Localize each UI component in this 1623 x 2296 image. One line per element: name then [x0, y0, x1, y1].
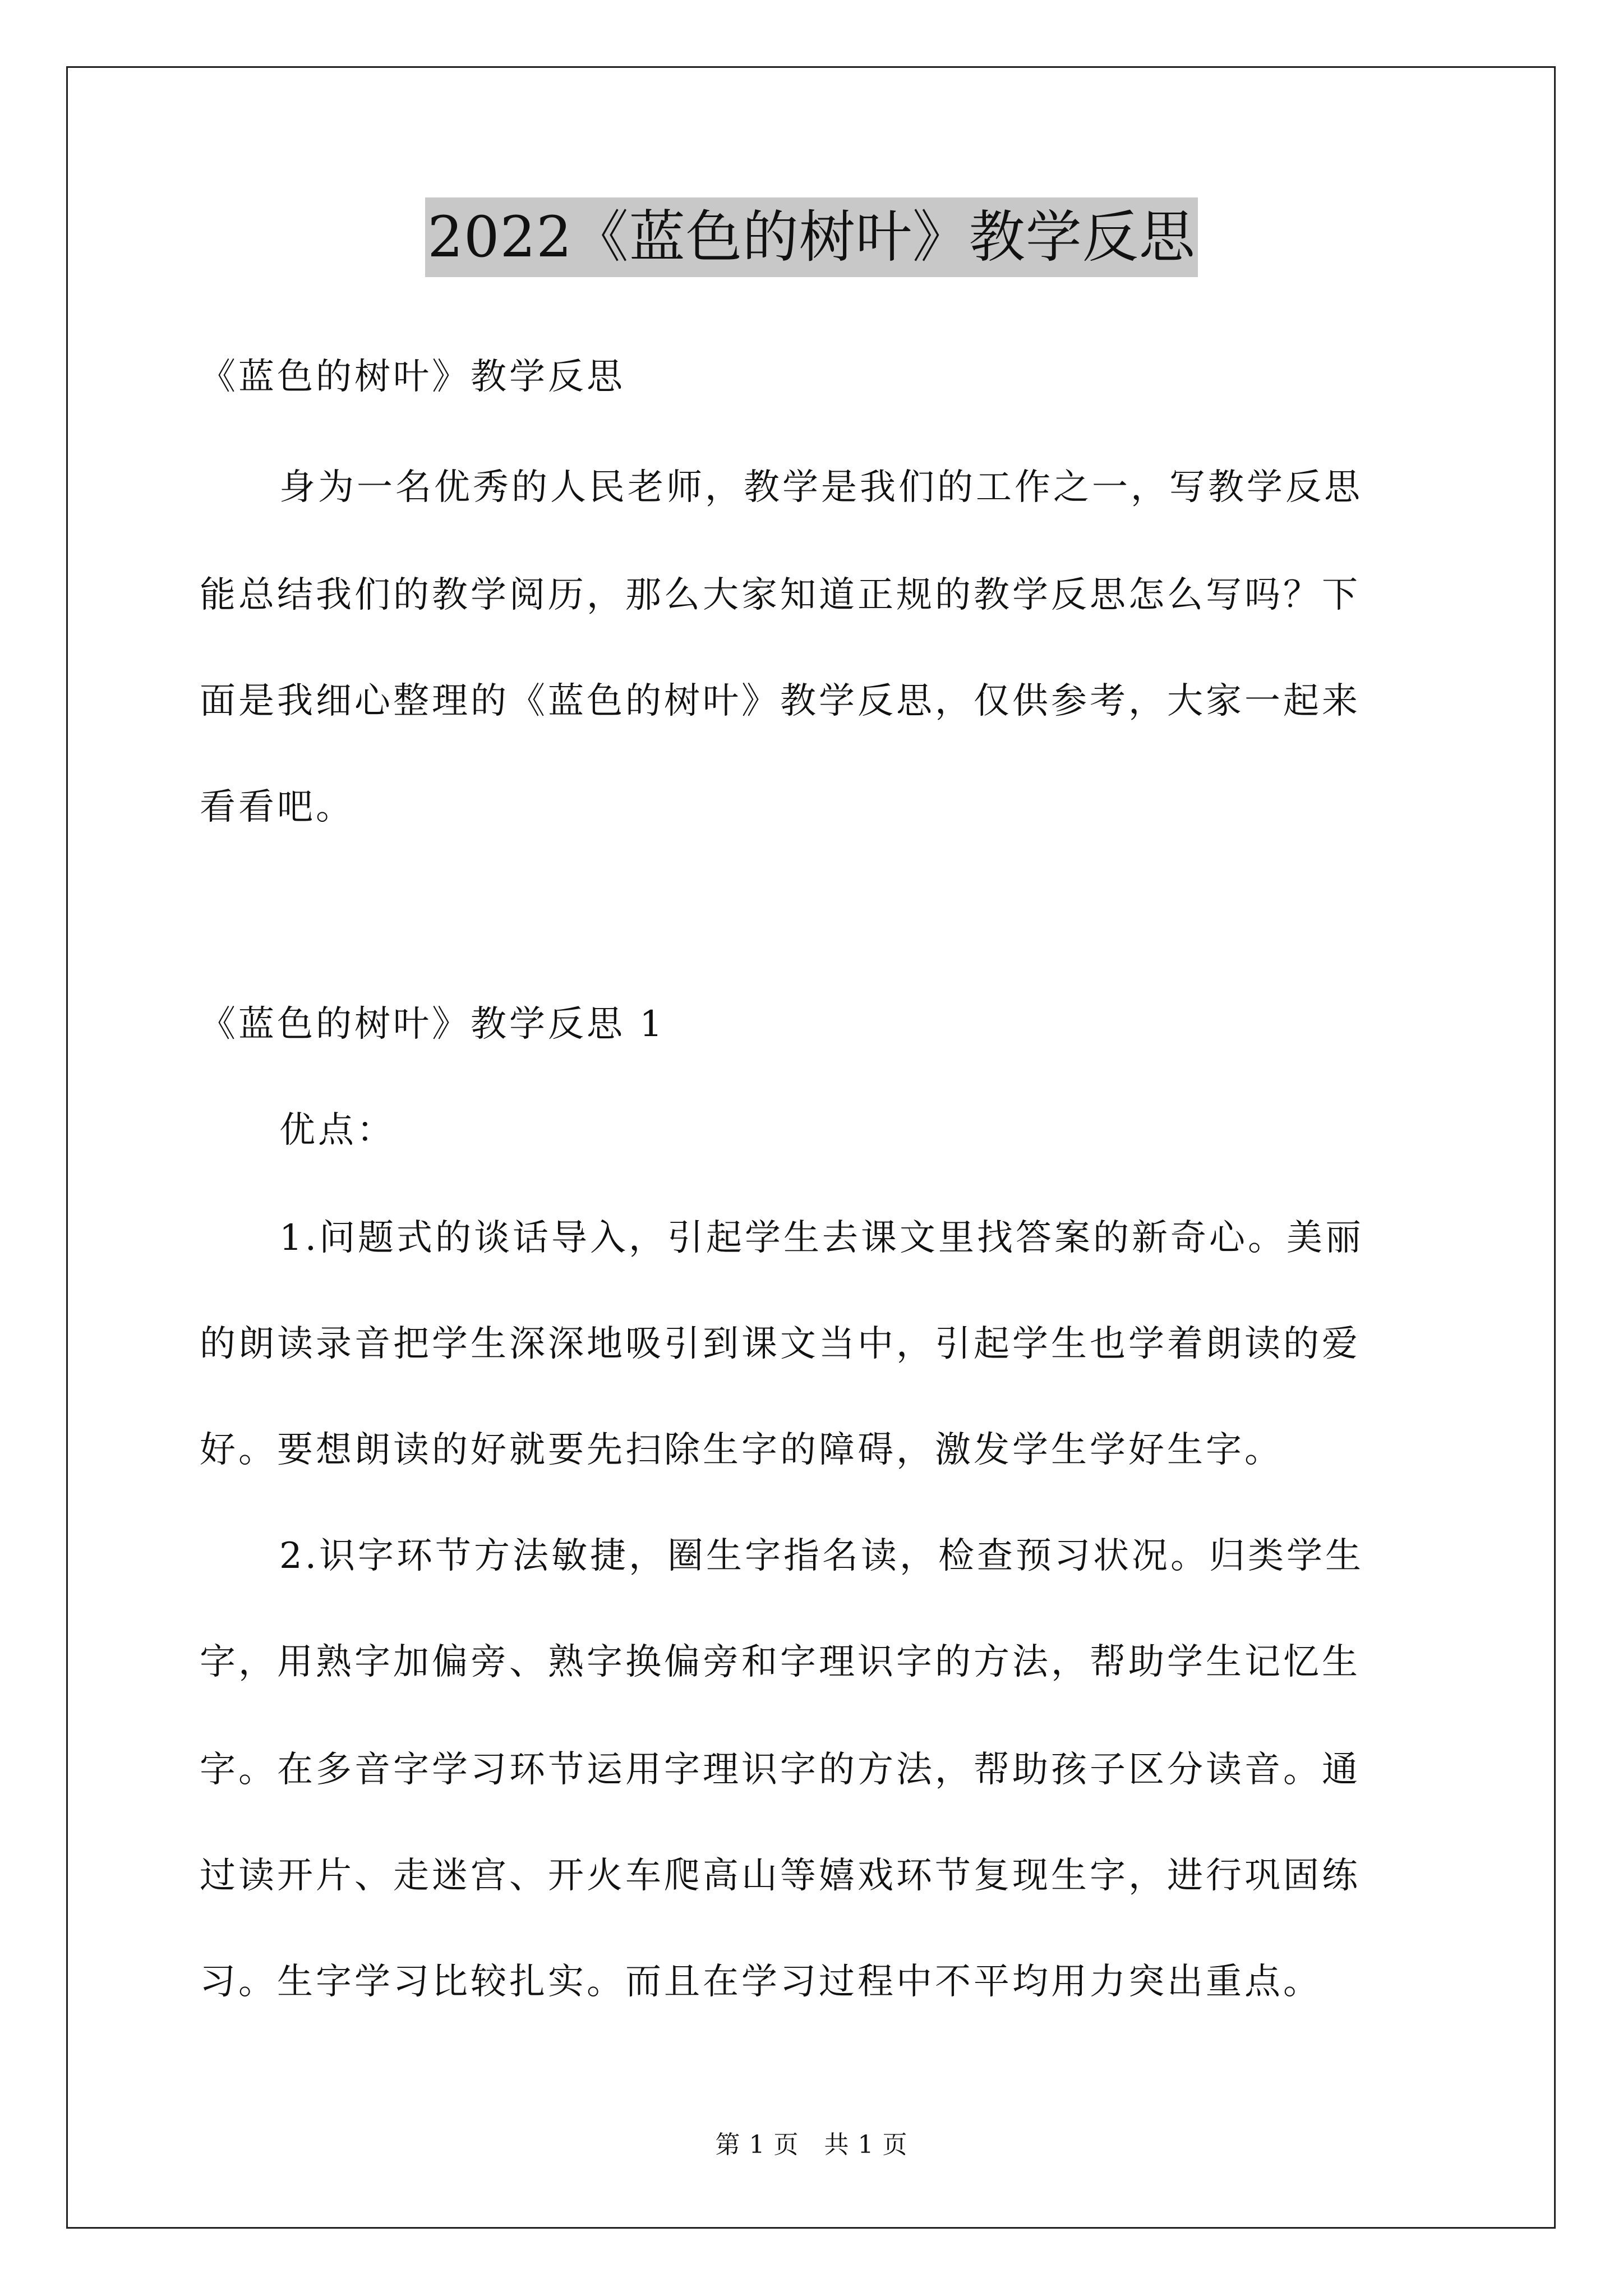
advantages-label: 优点：	[279, 1110, 395, 1151]
point-line: 2.识字环节方法敏捷，圈生字指名读，检查预习状况。归类学生	[279, 1535, 1364, 1577]
point-line: 字，用熟字加偏旁、熟字换偏旁和字理识字的方法，帮助学生记忆生	[200, 1641, 1361, 1683]
point-line: 字。在多音字学习环节运用字理识字的方法，帮助孩子区分读音。通	[200, 1749, 1361, 1791]
subheading: 《蓝色的树叶》教学反思	[200, 356, 625, 398]
document-title: 2022《蓝色的树叶》教学反思	[425, 197, 1198, 277]
title-container	[0, 197, 1623, 277]
point-line: 过读开片、走迷宫、开火车爬高山等嬉戏环节复现生字，进行巩固练	[200, 1855, 1361, 1897]
point-line: 1.问题式的谈话导入，引起学生去课文里找答案的新奇心。美丽	[279, 1217, 1364, 1259]
intro-line: 身为一名优秀的人民老师，教学是我们的工作之一，写教学反思	[279, 467, 1363, 508]
intro-line: 面是我细心整理的《蓝色的树叶》教学反思，仅供参考，大家一起来	[200, 680, 1361, 722]
point-line: 好。要想朗读的好就要先扫除生字的障碍，激发学生学好生字。	[200, 1429, 1283, 1471]
point-line: 习。生字学习比较扎实。而且在学习过程中不平均用力突出重点。	[200, 1961, 1322, 2003]
intro-line: 能总结我们的教学阅历，那么大家知道正规的教学反思怎么写吗？下	[200, 574, 1361, 616]
section-heading: 《蓝色的树叶》教学反思 1	[200, 1004, 666, 1045]
page-footer: 第 1 页 共 1 页	[715, 2131, 908, 2159]
point-line: 的朗读录音把学生深深地吸引到课文当中，引起学生也学着朗读的爱	[200, 1323, 1361, 1365]
intro-line: 看看吧。	[200, 786, 354, 828]
